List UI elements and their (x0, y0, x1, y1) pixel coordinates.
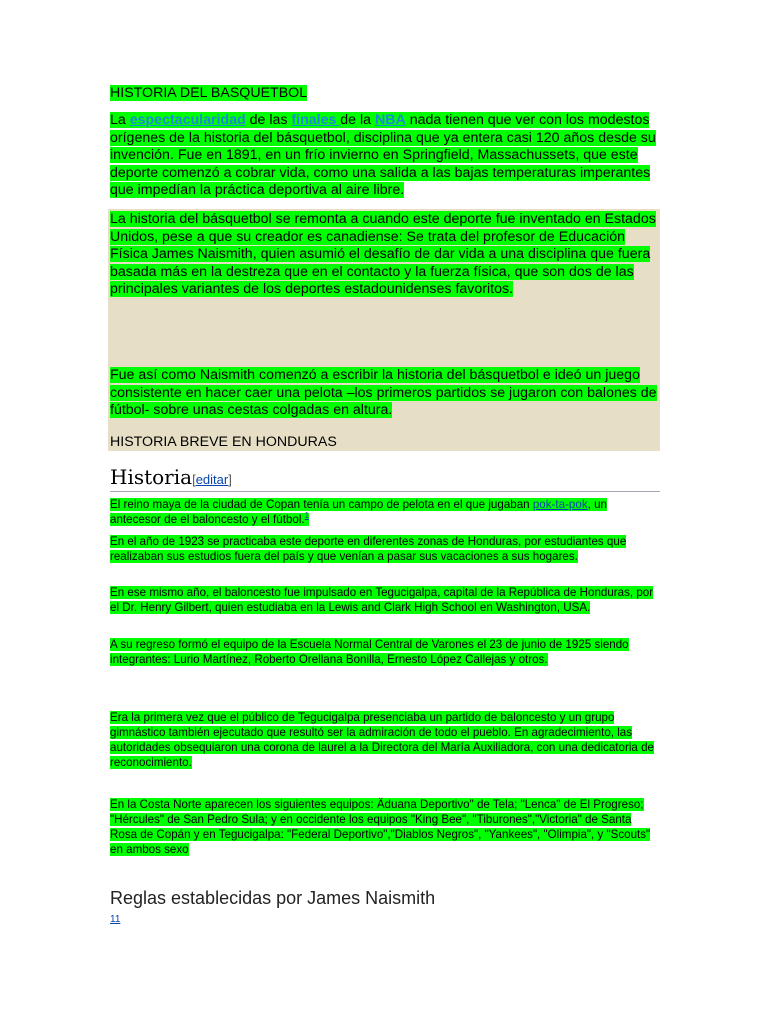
subtitle-honduras: HISTORIA BREVE EN HONDURAS (110, 434, 337, 450)
historia-paragraph-2: En el año de 1923 se practicaba este deporte en diferentes zonas de Honduras, por estudiantes que realizaban sus estudios fuera del país y que venían a pasar sus vacaciones a sus hogares. (110, 535, 627, 563)
link-finales[interactable]: finales (291, 112, 341, 128)
historia-paragraph-5: Era la primera vez que el público de Tegucigalpa presenciaba un partido de baloncesto y un grupo gimnástico también ejecutado que resultó ser la admiración de todo el pueblo. En agradecimiento, las autoridades obsequiaron una corona de laurel a la Directora del María Auxiliadora, con una dedicatoria de reconocimiento. (110, 711, 654, 769)
section-heading-text: Historia (110, 465, 193, 489)
historia-paragraph-1: El reino maya de la ciudad de Copan tenía un campo de pelota en el que jugaban pok-ta-pok, un antecesor de el baloncesto y el fútbol.$^1$ (110, 498, 607, 526)
footnote-link[interactable]: 11 (110, 914, 121, 925)
rules-heading: Reglas establecidas por James Naismith (110, 888, 436, 908)
section-heading-historia: Historia[editar] (110, 465, 660, 492)
historia-paragraph-3: En ese mismo año, el baloncesto fue impulsado en Tegucigalpa, capital de la República de Honduras, por el Dr. Henry Gilbert, quien estudiaba en la Lewis and Clark High School en Washington, USA. (110, 586, 654, 614)
link-pok-ta-pok[interactable]: pok-ta-pok (532, 498, 588, 511)
edit-link[interactable]: editar (195, 472, 229, 487)
intro-text-4: nada tienen que ver con los modestos orígenes de la historia del básquetbol, disciplina que ya entera casi 120 años desde su invención. Fue en 1891, en un frío invierno en Springfield, Massachussets, que este deporte comenzó a cobrar vida, como una salida a las bajas temperaturas imperantes que impedían la práctica deportiva al aire libre. (110, 112, 656, 199)
paragraph-naismith: Fue así como Naismith comenzó a escribir la historia del básquetbol e ideó un juego consistente en hacer caer una pelota –los primeros partidos se jugaron con balones de fútbol- sobre unas cestas colgadas en altura. (110, 367, 657, 419)
intro-text-3: de la (340, 112, 376, 128)
intro-paragraph (110, 112, 658, 200)
reference-link-1[interactable]: 1 (304, 511, 310, 521)
intro-text-2: de las (245, 112, 292, 128)
intro-text-1: La (110, 112, 130, 128)
historia-paragraph-4: A su regreso formó el equipo de la Escuela Normal Central de Varones el 23 de junio de 1925 siendo integrantes: Lurio Martínez, Roberto Orellana Bonilla, Ernesto López Callejas y otros. (110, 638, 629, 666)
link-espectacularidad[interactable]: espectacularidad (129, 112, 246, 128)
document-title: HISTORIA DEL BASQUETBOL (110, 85, 308, 101)
link-nba[interactable]: NBA (375, 112, 406, 128)
paragraph-origin: La historia del básquetbol se remonta a cuando este deporte fue inventado en Estados Unidos, pese a que su creador es canadiense: Se trata del profesor de Educación Física James Naismith, quien asumió el desafío de dar vida a una disciplina que fuera basada más en la destreza que en el contacto y la fuerza física, que son dos de las principales variantes de los deportes estadounidenses favoritos. (110, 211, 656, 298)
historia-paragraph-6: En la Costa Norte aparecen los siguientes equipos: Äduana Deportivo" de Tela; "Lenca" de El Progreso; "Hércules" de San Pedro Sula; y en occidente los equipos "King Bee", "Tiburones","Victoria" de Santa Rosa de Copán y en Tegucigalpa: "Federal Deportivo","Diablos Negros", "Yankees", "Olimpia", y "Scouts" en ambos sexo (110, 798, 651, 856)
